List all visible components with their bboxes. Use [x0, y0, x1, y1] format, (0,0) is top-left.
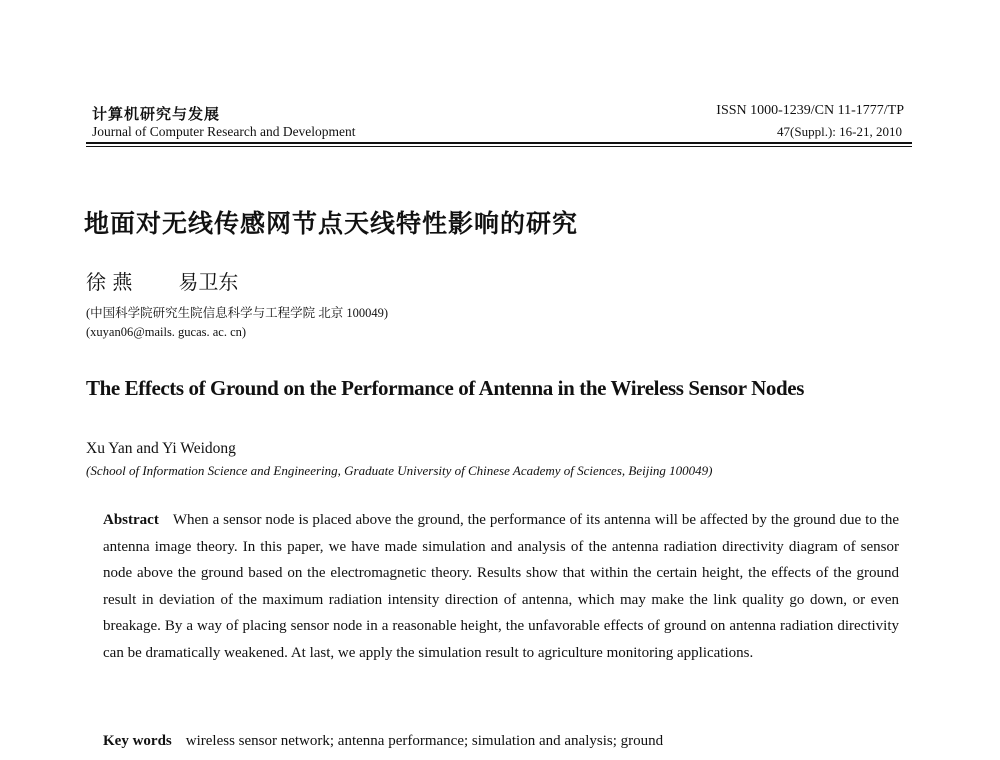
keywords-label: Key words [103, 733, 172, 749]
affiliation-en: (School of Information Science and Engineering, Graduate University of Chinese Academy of Sciences, Beijing 100049) [86, 463, 713, 478]
header-rule-thick [86, 142, 912, 144]
author-cn-2: 易卫东 [178, 270, 239, 294]
author-email: (xuyan06@mails. gucas. ac. cn) [86, 325, 247, 339]
journal-name-en: Journal of Computer Research and Development [92, 124, 356, 139]
abstract-label: Abstract [103, 512, 159, 528]
abstract [103, 507, 899, 667]
keywords [103, 733, 663, 750]
authors-cn [86, 266, 284, 295]
journal-name-cn: 计算机研究与发展 [92, 107, 221, 123]
abstract-text: When a sensor node is placed above the ground, the performance of its antenna will be affected by the ground due to the antenna image theory. In this paper, we have made simulation and analysis of the antenna radiation directivity diagram of sensor node above the ground based on the electromagnetic theory. Results show that within the certain height, the effects of the ground result in deviation of the maximum radiation intensity direction of antenna, which may make the link quality go down, or even breakage. By a way of placing sensor node in a reasonable height, the unfavorable effects of ground on antenna radiation directivity can be dramatically weakened. At last, we apply the simulation result to agriculture monitoring applications. [103, 512, 899, 661]
author-cn-1: 徐 燕 [86, 270, 133, 294]
paper-title-en: The Effects of Ground on the Performance of Antenna in the Wireless Sensor Nodes [86, 376, 804, 400]
paper-title-cn: 地面对无线传感网节点天线特性影响的研究 [84, 209, 579, 238]
authors-en: Xu Yan and Yi Weidong [86, 440, 236, 457]
journal-volume: 47(Suppl.): 16-21, 2010 [777, 124, 902, 139]
affiliation-cn: (中国科学院研究生院信息科学与工程学院 北京 100049) [86, 306, 389, 320]
keywords-text: wireless sensor network; antenna performance; simulation and analysis; ground [185, 733, 664, 749]
journal-issn: ISSN 1000-1239/CN 11-1777/TP [716, 103, 904, 118]
header-rule-thin [86, 146, 912, 147]
